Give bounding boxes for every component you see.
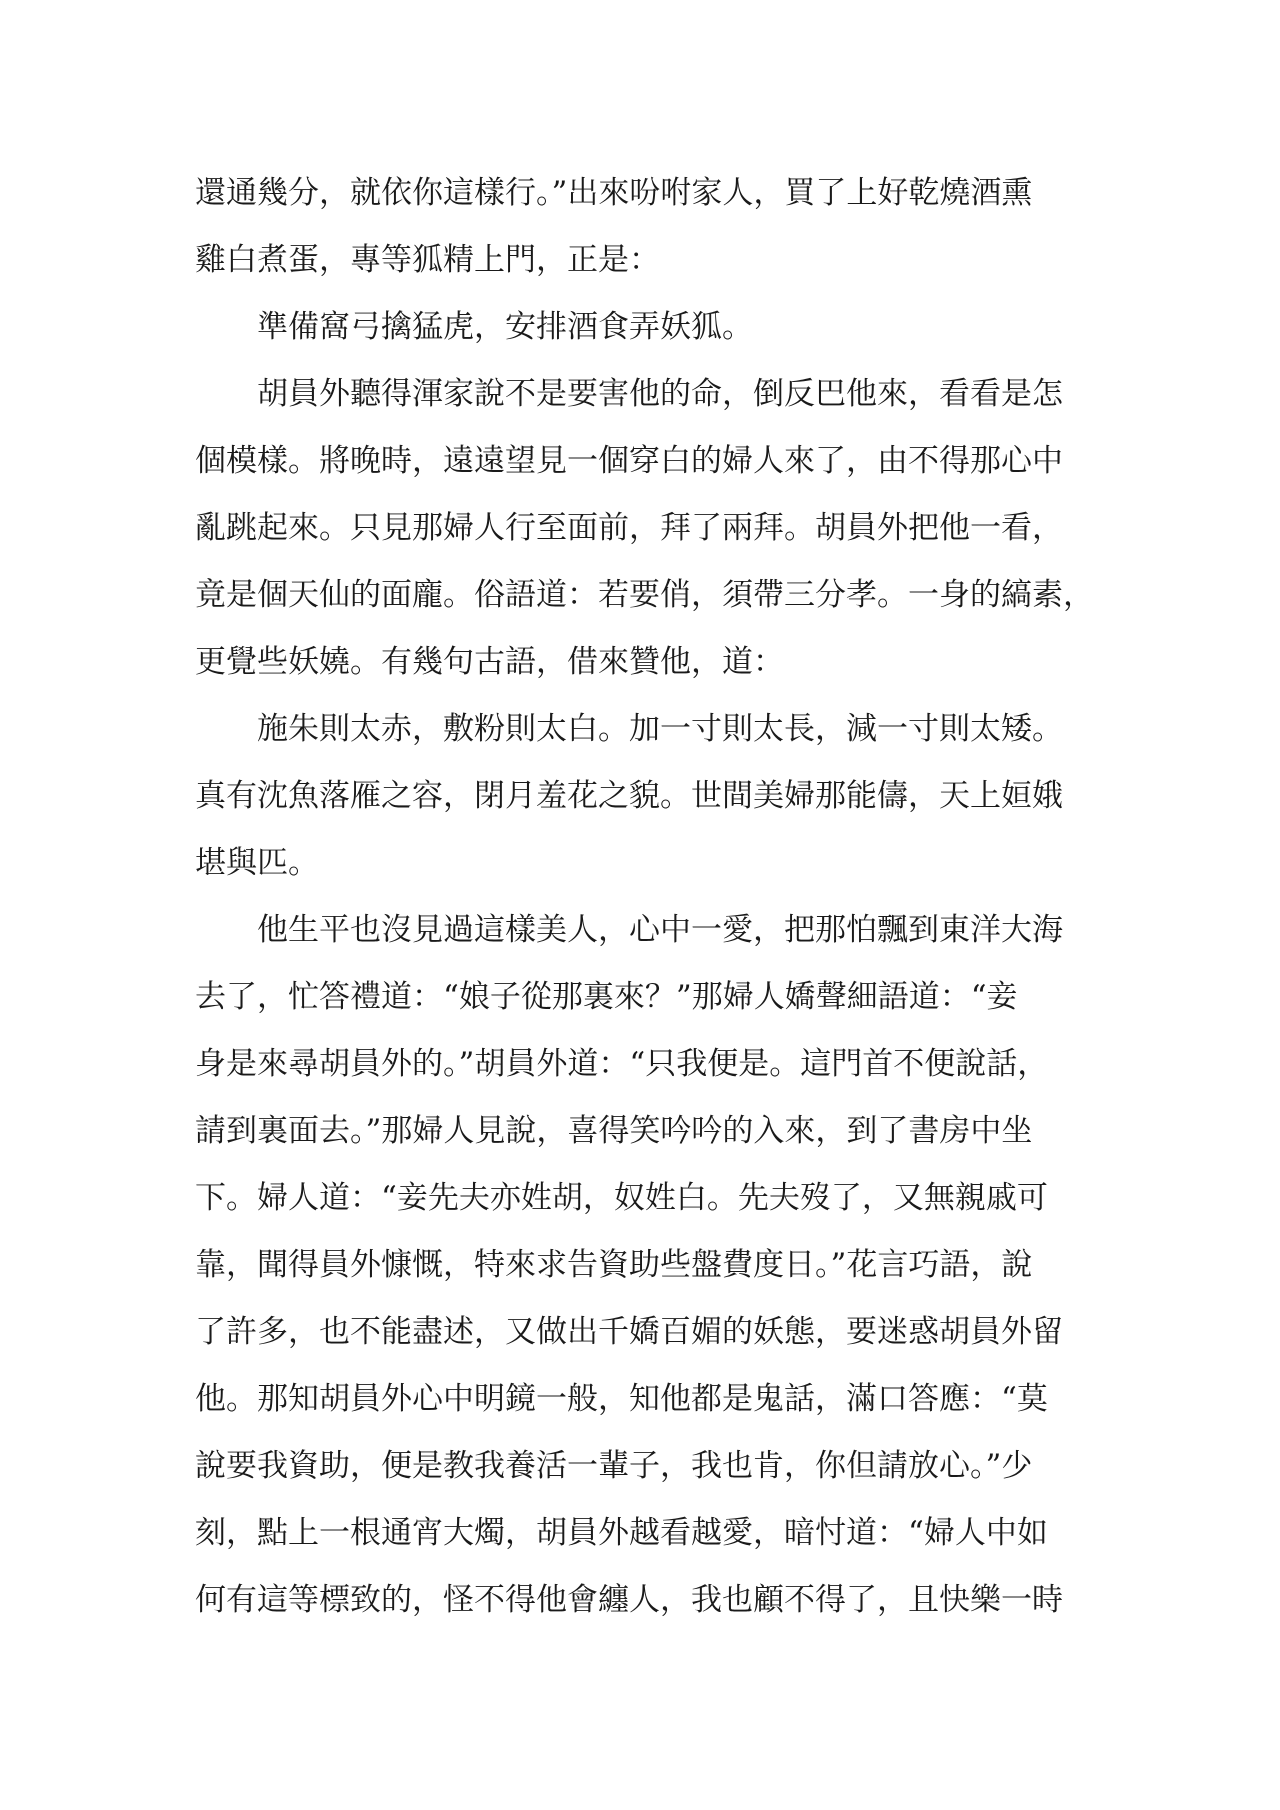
text-line: 何有這等標致的，怪不得他會纏人，我也顧不得了，且快樂一時 (195, 1582, 1063, 1618)
text-line: 下。婦人道：“妾先夫亦姓胡，奴姓白。先夫歿了，又無親戚可 (195, 1180, 1048, 1216)
text-line: 雞白煮蛋，專等狐精上門，正是： (195, 242, 660, 278)
text-line: 他生平也沒見過這樣美人，心中一愛，把那怕飄到東洋大海 (195, 912, 1063, 948)
text-line: 亂跳起來。只見那婦人行至面前，拜了兩拜。胡員外把他一看， (195, 510, 1063, 546)
text-line: 刻，點上一根通宵大燭，胡員外越看越愛，暗忖道：“婦人中如 (195, 1515, 1048, 1551)
text-line: 他。那知胡員外心中明鏡一般，知他都是鬼話，滿口答應：“莫 (195, 1381, 1048, 1417)
body-text (195, 160, 1095, 1634)
text-line: 胡員外聽得渾家說不是要害他的命，倒反巴他來，看看是怎 (195, 376, 1063, 412)
text-line: 還通幾分，就依你這樣行。”出來吩咐家人，買了上好乾燒酒熏 (195, 175, 1033, 211)
text-line: 更覺些妖嬈。有幾句古語，借來贊他，道： (195, 644, 784, 680)
text-line: 真有沈魚落雁之容，閉月羞花之貌。世間美婦那能儔，天上姮娥 (195, 778, 1063, 814)
text-line: 施朱則太赤，敷粉則太白。加一寸則太長，減一寸則太矮。 (195, 711, 1063, 747)
text-line: 去了，忙答禮道：“娘子從那裏來？”那婦人嬌聲細語道：“妾 (195, 979, 1018, 1015)
text-line: 竟是個天仙的面龐。俗語道：若要俏，須帶三分孝。一身的縞素， (195, 577, 1094, 613)
text-line: 堪與匹。 (195, 845, 319, 881)
text-line: 準備窩弓擒猛虎，安排酒食弄妖狐。 (195, 309, 753, 345)
text-line: 個模樣。將晚時，遠遠望見一個穿白的婦人來了，由不得那心中 (195, 443, 1063, 479)
text-line: 請到裏面去。”那婦人見說，喜得笑吟吟的入來，到了書房中坐 (195, 1113, 1033, 1149)
text-line: 了許多，也不能盡述，又做出千嬌百媚的妖態，要迷惑胡員外留 (195, 1314, 1063, 1350)
text-line: 說要我資助，便是教我養活一輩子，我也肯，你但請放心。”少 (195, 1448, 1033, 1484)
text-line: 身是來尋胡員外的。”胡員外道：“只我便是。這門首不便說話， (195, 1046, 1049, 1082)
text-line: 靠，聞得員外慷慨，特來求告資助些盤費度日。”花言巧語，說 (195, 1247, 1033, 1283)
